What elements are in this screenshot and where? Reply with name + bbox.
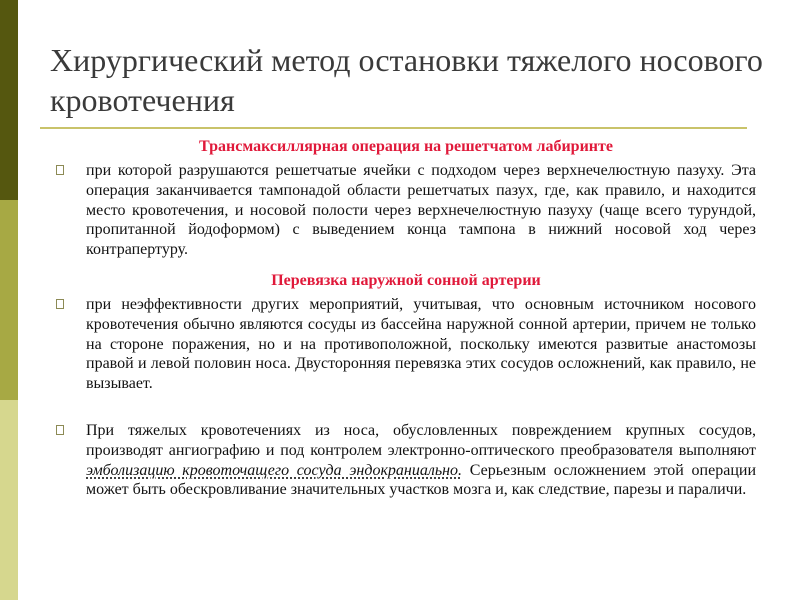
slide-title: Хирургический метод остановки тяжелого носового кровотечения (50, 42, 763, 118)
list-item (56, 295, 756, 394)
embolization-text-before: При тяжелых кровотечениях из носа, обусловленных повреждением крупных сосудов, производят ангиографию и под контролем электронно-оптического преобразователя выполняют (86, 421, 756, 459)
side-stripe-light (0, 400, 18, 600)
section-text-carotid: при неэффективности других мероприятий, учитывая, что основным источником носового кровотечения обычно являются сосуды из бассейна наружной сонной артерии, причем не только на стороне поражения, но и на противоположной, поскольку имеются развитые анастомозы правой и левой половин носа. Двусторонняя перевязка этих сосудов осложнений, как правило, не вызывает. (86, 295, 756, 393)
section-heading-maxillary: Трансмаксиллярная операция на решетчатом лабиринте (199, 138, 613, 155)
side-stripe-dark (0, 0, 18, 200)
section-text-embolization (86, 421, 756, 500)
square-bullet-icon (56, 165, 64, 175)
section-heading-carotid: Перевязка наружной сонной артерии (271, 271, 541, 289)
list-item (56, 421, 756, 500)
embolization-emphasis: эмболизацию кровоточащего сосуда эндокраниально. (86, 461, 463, 479)
section-text-maxillary: при которой разрушаются решетчатые ячейки с подходом через верхнечелюстную пазуху. Эта операция заканчивается тампонадой области решетчатых пазух, где, как правило, и находится место кровотечения, и носовой полости через верхнечелюстную пазуху (чаще всего турундой, пропитанной йодоформом) с выведением конца тампона в нижний носовой ход через контрапертуру. (86, 162, 756, 259)
square-bullet-icon (56, 425, 64, 435)
slide-content (56, 137, 756, 500)
square-bullet-icon (56, 299, 64, 309)
title-divider (40, 127, 747, 129)
side-stripe-mid (0, 200, 18, 400)
embolization-text-after: Серьезным осложнением этой операции может быть обескровливание значительных участков мозга и, как следствие, парезы и параличи. (86, 461, 757, 499)
list-item (56, 161, 756, 260)
